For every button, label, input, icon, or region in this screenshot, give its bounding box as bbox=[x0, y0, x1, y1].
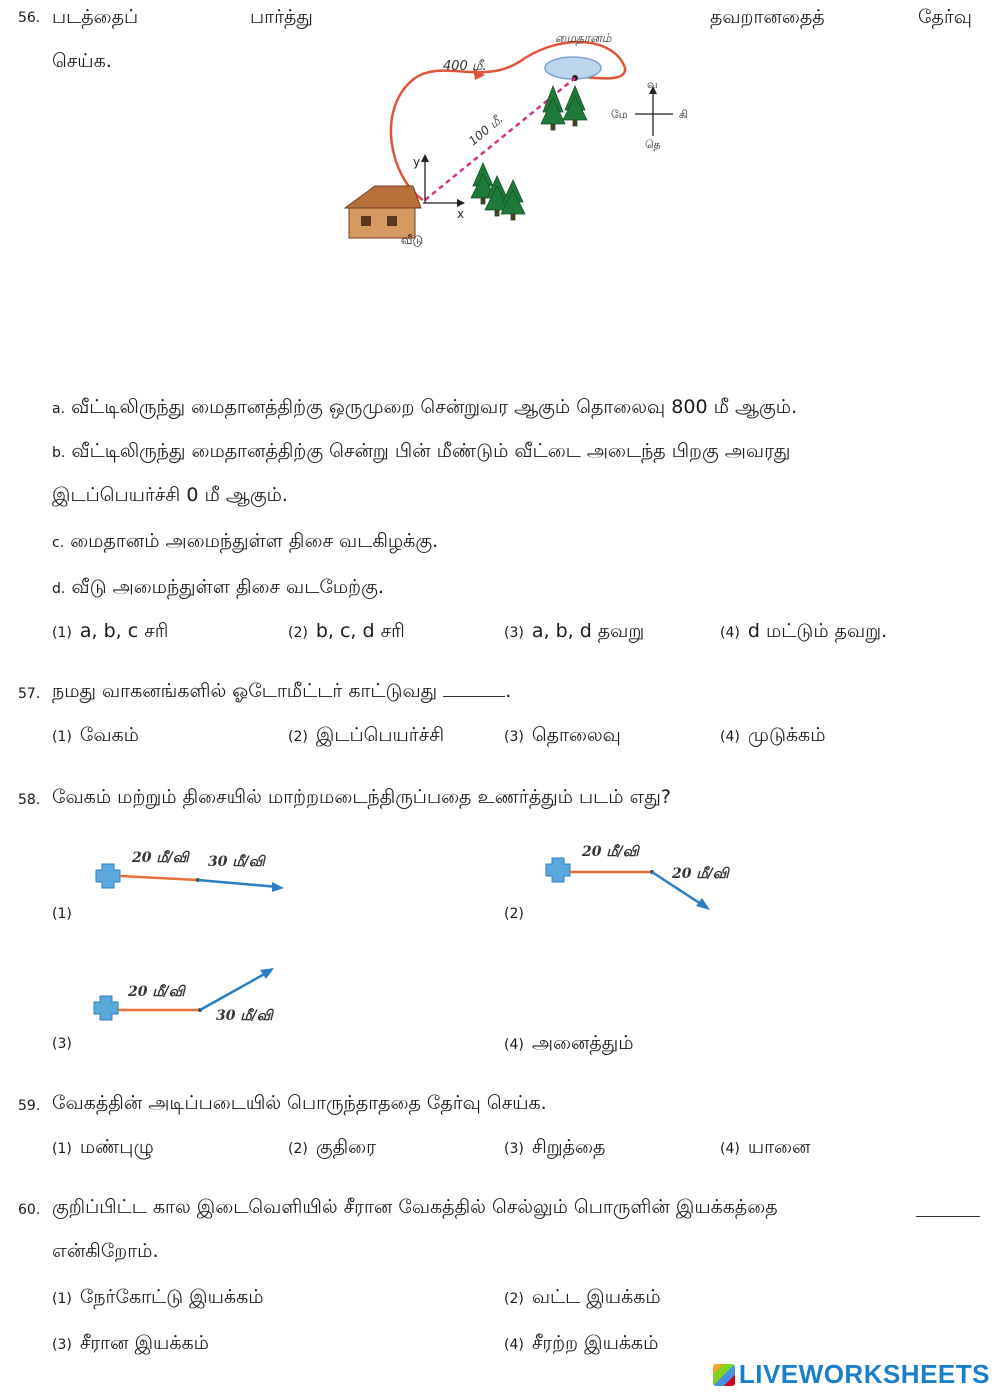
question-number: 59. bbox=[18, 1098, 41, 1114]
question-text-part: தேர்வு bbox=[918, 6, 972, 28]
option-3[interactable]: (3) சிறுத்தை bbox=[504, 1136, 606, 1158]
question-number: 56. bbox=[18, 10, 41, 26]
compass-north: வ bbox=[647, 78, 658, 91]
question-number: 60. bbox=[18, 1202, 41, 1218]
path-label: 400 மீ. bbox=[443, 59, 487, 74]
label-a: 20 மீ/வி bbox=[132, 850, 189, 866]
figure-3[interactable] bbox=[88, 962, 288, 1032]
house-label: வீடு bbox=[401, 233, 424, 247]
answer-blank[interactable] bbox=[916, 1216, 980, 1217]
option-2[interactable]: (2) b, c, d சரி bbox=[288, 620, 405, 642]
statement-b: b. வீட்டிலிருந்து மைதானத்திற்கு சென்று பின் மீண்டும் வீட்டை அடைந்த பிறகு அவரது bbox=[52, 440, 791, 462]
question-text-part: தவறானதைத் bbox=[710, 6, 825, 28]
house-ground-figure bbox=[335, 28, 705, 253]
statement-c: c. மைதானம் அமைந்துள்ள திசை வடகிழக்கு. bbox=[52, 530, 439, 552]
question-text-part: செய்க. bbox=[52, 50, 112, 72]
question-text-part: படத்தைப் bbox=[52, 6, 139, 28]
question-text-cont: என்கிறோம். bbox=[52, 1240, 159, 1262]
label-b: 30 மீ/வி bbox=[216, 1008, 273, 1024]
label-a: 20 மீ/வி bbox=[128, 984, 185, 1000]
figure-2-number: (2) bbox=[504, 906, 524, 922]
question-number: 58. bbox=[18, 792, 41, 808]
figure-2[interactable] bbox=[540, 836, 730, 916]
option-3[interactable]: (3) தொலைவு bbox=[504, 724, 621, 746]
question-text-part: பார்த்து bbox=[250, 6, 313, 28]
figure-3-number: (3) bbox=[52, 1036, 72, 1052]
answer-blank[interactable] bbox=[443, 696, 505, 697]
option-2[interactable]: (2) இடப்பெயர்ச்சி bbox=[288, 724, 445, 746]
option-1[interactable]: (1) வேகம் bbox=[52, 724, 139, 746]
label-b: 30 மீ/வி bbox=[208, 854, 265, 870]
axis-x-label: x bbox=[457, 207, 465, 221]
option-2[interactable]: (2) குதிரை bbox=[288, 1136, 376, 1158]
statement-a: a. வீட்டிலிருந்து மைதானத்திற்கு ஒருமுறை சென்றுவர ஆகும் தொலைவு 800 மீ ஆகும். bbox=[52, 396, 798, 418]
label-a: 20 மீ/வி bbox=[582, 844, 639, 860]
option-4[interactable]: (4) அனைத்தும் bbox=[504, 1032, 634, 1054]
compass-south: தெ bbox=[645, 138, 661, 151]
axis-y-label: y bbox=[413, 155, 421, 169]
question-number: 57. bbox=[18, 686, 41, 702]
option-4[interactable]: (4) d மட்டும் தவறு. bbox=[720, 620, 888, 642]
option-3[interactable]: (3) a, b, d தவறு bbox=[504, 620, 645, 642]
statement-d: d. வீடு அமைந்துள்ள திசை வடமேற்கு. bbox=[52, 576, 384, 598]
label-b: 20 மீ/வி bbox=[672, 866, 729, 882]
question-text: குறிப்பிட்ட கால இடைவெளியில் சீரான வேகத்தில் செல்லும் பொருளின் இயக்கத்தை bbox=[52, 1196, 778, 1218]
question-text: வேகம் மற்றும் திசையில் மாற்றமடைந்திருப்பதை உணர்த்தும் படம் எது? bbox=[52, 786, 671, 808]
ground-label: மைதானம் bbox=[555, 31, 612, 45]
option-4[interactable]: (4) சீரற்ற இயக்கம் bbox=[504, 1332, 659, 1354]
logo-icon bbox=[713, 1364, 735, 1386]
option-1[interactable]: (1) நேர்கோட்டு இயக்கம் bbox=[52, 1286, 264, 1308]
option-1[interactable]: (1) a, b, c சரி bbox=[52, 620, 169, 642]
option-3[interactable]: (3) சீரான இயக்கம் bbox=[52, 1332, 209, 1354]
figure-1[interactable] bbox=[88, 840, 298, 900]
compass-east: கி bbox=[679, 108, 689, 121]
option-2[interactable]: (2) வட்ட இயக்கம் bbox=[504, 1286, 661, 1308]
question-text: நமது வாகனங்களில் ஓடோமீட்டர் காட்டுவது . bbox=[52, 680, 512, 702]
straight-label: 100 மீ. bbox=[465, 111, 506, 149]
figure-1-number: (1) bbox=[52, 906, 72, 922]
question-text: வேகத்தின் அடிப்படையில் பொருந்தாததை தேர்வு செய்க. bbox=[52, 1092, 547, 1114]
option-4[interactable]: (4) யானை bbox=[720, 1136, 811, 1158]
liveworksheets-logo: LIVEWORKSHEETS bbox=[713, 1359, 990, 1390]
option-4[interactable]: (4) முடுக்கம் bbox=[720, 724, 826, 746]
statement-b-cont: இடப்பெயர்ச்சி 0 மீ ஆகும். bbox=[52, 484, 288, 506]
compass-west: மே bbox=[611, 108, 628, 121]
option-1[interactable]: (1) மண்புழு bbox=[52, 1136, 154, 1158]
